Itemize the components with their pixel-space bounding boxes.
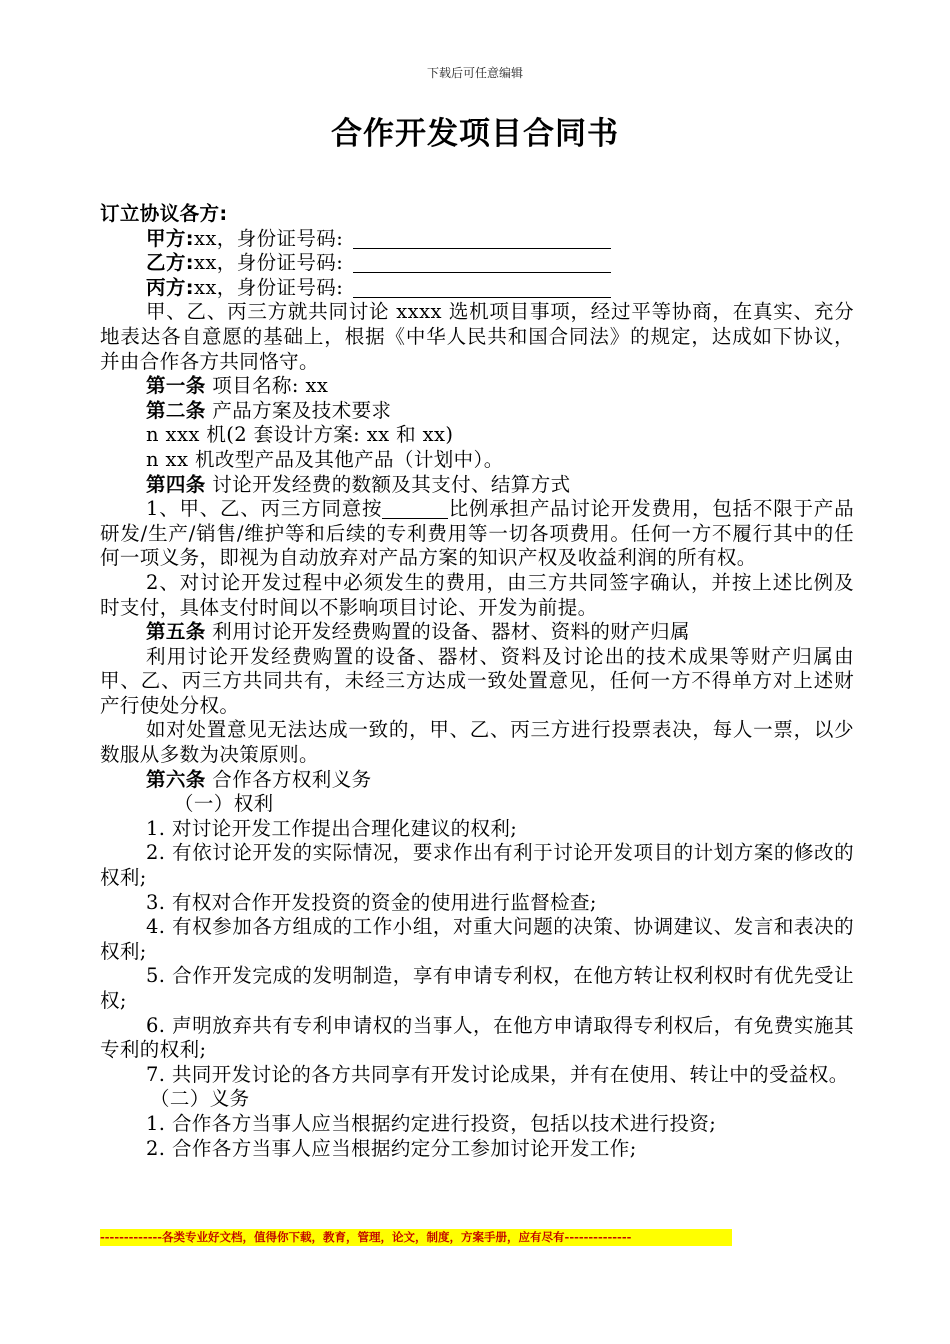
party-b-text: xx，身份证号码: (194, 251, 344, 275)
rights-item: 3. 有权对合作开发投资的资金的使用进行监督检查; (146, 890, 597, 914)
article-2 (100, 399, 854, 424)
party-c-id-blank (353, 279, 611, 298)
article-4-para-1 (100, 497, 854, 571)
party-a (100, 227, 854, 252)
article-1-label: 第一条 (146, 374, 206, 398)
article-4-para-1-start: 1、甲、乙、丙三方同意按 (146, 497, 383, 521)
article-4-para-1-rest: 比例承担产品讨论开发费用，包括不限于产品研发/生产/销售/维护等和后续的专利费用等一切各项费用。任何一方不履行其中的任何一项义务，即视为自动放弃对产品方案的知识产权及收益利润的所有权。 (100, 497, 854, 570)
duties-item: 1. 合作各方当事人应当根据约定进行投资，包括以技术进行投资; (146, 1111, 717, 1135)
party-b-id-blank (353, 254, 611, 273)
article-6 (100, 768, 854, 793)
party-b (100, 251, 854, 276)
rights-item: 2. 有依讨论开发的实际情况，要求作出有利于讨论开发项目的计划方案的修改的权利; (100, 841, 854, 890)
header-note: 下载后可任意编辑 (426, 66, 523, 80)
article-4-label: 第四条 (146, 472, 206, 496)
footer-banner: -------------各类专业好文档，值得你下载，教育，管理，论文，制度，方案手册，应有尽有-------------- (100, 1229, 732, 1246)
bullet-2: n xx 机改型产品及其他产品（计划中）。 (146, 447, 504, 471)
intro-paragraph: 甲、乙、丙三方就共同讨论 xxxx 选机项目事项，经过平等协商，在真实、充分地表达各自意愿的基础上，根据《中华人民共和国合同法》的规定，达成如下协议，并由合作各方共同恪守。 (100, 300, 854, 373)
article-2-label: 第二条 (146, 398, 206, 422)
party-a-label: 甲方: (146, 226, 194, 250)
article-5-para-2: 如对处置意见无法达成一致的，甲、乙、丙三方进行投票表决，每人一票，以少数服从多数为决策原则。 (100, 718, 854, 767)
article-1 (100, 374, 854, 399)
party-b-label: 乙方: (146, 251, 194, 275)
article-5-para-1: 利用讨论开发经费购置的设备、器材、资料及讨论出的技术成果等财产归属由甲、乙、丙三方共同共有，未经三方达成一致处置意见，任何一方不得单方对上述财产行使处分权。 (100, 644, 854, 717)
rights-item: 4. 有权参加各方组成的工作小组，对重大问题的决策、协调建议、发言和表决的权利; (100, 915, 854, 963)
article-4-para-2: 2、对讨论开发过程中必须发生的费用，由三方共同签字确认，并按上述比例及时支付，具体支付时间以不影响项目讨论、开发为前提。 (100, 570, 854, 619)
article-1-text: 项目名称: xx (205, 374, 329, 398)
rights-item: 5. 合作开发完成的发明制造，享有申请专利权，在他方转让权利权时有优先受让权; (100, 964, 854, 1012)
article-6-label: 第六条 (146, 767, 206, 791)
bullet-1: n xxx 机(2 套设计方案: xx 和 xx) (146, 423, 454, 447)
article-4-text: 讨论开发经费的数额及其支付、结算方式 (205, 472, 571, 496)
party-c (100, 276, 854, 301)
party-c-text: xx，身份证号码: (194, 275, 344, 299)
rights-item: 1. 对讨论开发工作提出合理化建议的权利; (146, 816, 518, 840)
rights-item: 6. 声明放弃共有专利申请权的当事人，在他方申请取得专利权后，有免费实施其专利的权利; (100, 1013, 854, 1062)
contract-title: 合作开发项目合同书 (331, 116, 619, 152)
article-5-label: 第五条 (146, 620, 206, 644)
party-a-text: xx，身份证号码: (194, 226, 344, 250)
article-6-text: 合作各方权利义务 (205, 767, 372, 791)
rights-heading: （一）权利 (174, 792, 274, 816)
article-4 (100, 473, 854, 498)
rights-item: 7. 共同开发讨论的各方共同享有开发讨论成果，并有在使用、转让中的受益权。 (146, 1062, 849, 1086)
contract-body (100, 202, 854, 1161)
article-5-text: 利用讨论开发经费购置的设备、器材、资料的财产归属 (205, 620, 690, 644)
ratio-blank (382, 500, 448, 519)
article-5 (100, 620, 854, 645)
parties-heading: 订立协议各方: (100, 202, 228, 225)
duties-item: 2. 合作各方当事人应当根据约定分工参加讨论开发工作; (146, 1136, 637, 1160)
party-a-id-blank (353, 230, 611, 249)
article-2-text: 产品方案及技术要求 (205, 398, 392, 422)
duties-heading: （二）义务 (150, 1087, 250, 1111)
party-c-label: 丙方: (146, 275, 194, 299)
